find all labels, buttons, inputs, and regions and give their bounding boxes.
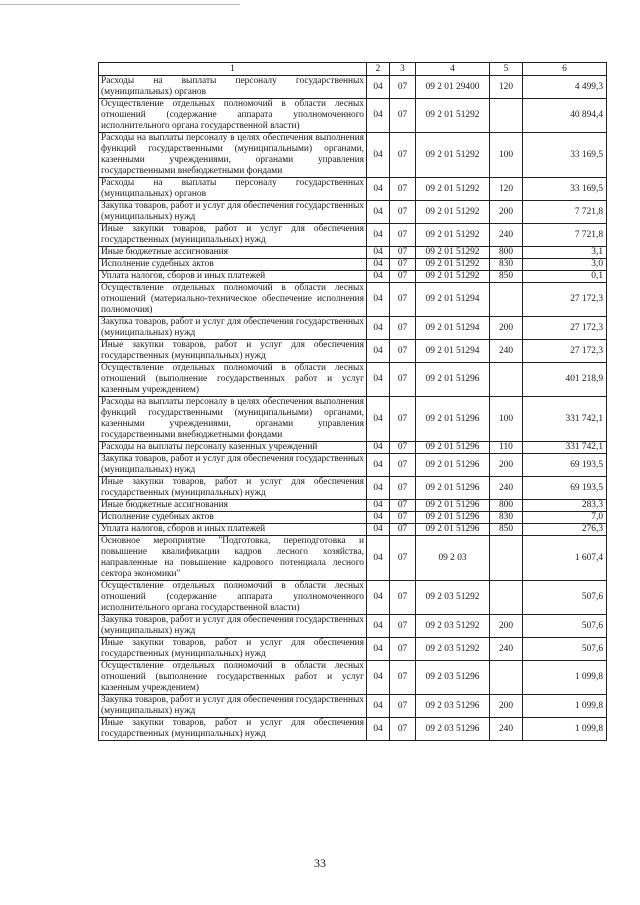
page-number: 33 [314, 856, 326, 870]
row-amount-cell: 40 894,4 [523, 99, 607, 133]
row-section-cell: 04 [367, 363, 390, 397]
row-expense-type-cell [490, 536, 523, 581]
table-row [99, 536, 607, 581]
row-subsection-cell: 07 [390, 247, 416, 259]
budget-allocation-table [98, 62, 607, 741]
row-amount-cell: 33 169,5 [523, 178, 607, 201]
page-top-edge-line [0, 0, 240, 5]
row-subsection-cell: 07 [390, 201, 416, 224]
row-target-article-cell: 09 2 01 51292 [416, 224, 490, 247]
row-target-article-cell: 09 2 01 51294 [416, 340, 490, 363]
table-row [99, 615, 607, 638]
row-subsection-cell: 07 [390, 512, 416, 524]
row-name-cell: Закупка товаров, работ и услуг для обеспечения государственных (муниципальных) нужд [99, 317, 367, 340]
row-name-cell: Закупка товаров, работ и услуг для обеспечения государственных (муниципальных) нужд [99, 615, 367, 638]
row-amount-cell: 401 218,9 [523, 363, 607, 397]
row-section-cell: 04 [367, 661, 390, 695]
row-amount-cell: 283,3 [523, 500, 607, 512]
row-name-cell: Уплата налогов, сборов и иных платежей [99, 524, 367, 536]
row-expense-type-cell: 200 [490, 695, 523, 718]
row-expense-type-cell [490, 661, 523, 695]
row-name-cell: Основное мероприятие "Подготовка, переподготовка и повышение квалификации кадров лесного хозяйства, направленные на повышение кадрового потенциала лесного сектора экономики" [99, 536, 367, 581]
row-target-article-cell: 09 2 01 51296 [416, 442, 490, 454]
row-target-article-cell: 09 2 03 51296 [416, 661, 490, 695]
row-target-article-cell: 09 2 01 51292 [416, 133, 490, 178]
table-row [99, 638, 607, 661]
row-expense-type-cell: 240 [490, 340, 523, 363]
row-section-cell: 04 [367, 695, 390, 718]
row-amount-cell: 1 607,4 [523, 536, 607, 581]
row-amount-cell: 507,6 [523, 581, 607, 615]
row-name-cell: Закупка товаров, работ и услуг для обеспечения государственных (муниципальных) нужд [99, 695, 367, 718]
row-subsection-cell: 07 [390, 283, 416, 317]
row-name-cell: Осуществление отдельных полномочий в области лесных отношений (выполнение государственных работ и услуг казенным учреждением) [99, 661, 367, 695]
table-row [99, 224, 607, 247]
row-expense-type-cell: 800 [490, 500, 523, 512]
row-subsection-cell: 07 [390, 638, 416, 661]
row-amount-cell: 27 172,3 [523, 340, 607, 363]
row-section-cell: 04 [367, 178, 390, 201]
header-cell-subsection: 3 [390, 63, 416, 76]
row-name-cell: Исполнение судебных актов [99, 512, 367, 524]
table-body [99, 76, 607, 741]
table-row [99, 76, 607, 99]
row-expense-type-cell: 200 [490, 201, 523, 224]
row-section-cell: 04 [367, 477, 390, 500]
header-cell-name: 1 [99, 63, 367, 76]
row-subsection-cell: 07 [390, 695, 416, 718]
header-cell-target-article: 4 [416, 63, 490, 76]
table-row [99, 442, 607, 454]
row-target-article-cell: 09 2 01 51292 [416, 201, 490, 224]
row-name-cell: Иные закупки товаров, работ и услуг для обеспечения государственных (муниципальных) нужд [99, 477, 367, 500]
row-amount-cell: 276,3 [523, 524, 607, 536]
row-section-cell: 04 [367, 524, 390, 536]
row-expense-type-cell: 200 [490, 615, 523, 638]
row-subsection-cell: 07 [390, 661, 416, 695]
row-amount-cell: 331 742,1 [523, 442, 607, 454]
row-section-cell: 04 [367, 271, 390, 283]
row-target-article-cell: 09 2 01 51296 [416, 524, 490, 536]
row-expense-type-cell: 800 [490, 247, 523, 259]
row-name-cell: Уплата налогов, сборов и иных платежей [99, 271, 367, 283]
row-amount-cell: 4 499,3 [523, 76, 607, 99]
row-target-article-cell: 09 2 01 51292 [416, 99, 490, 133]
row-section-cell: 04 [367, 718, 390, 741]
table-row [99, 271, 607, 283]
row-section-cell: 04 [367, 76, 390, 99]
row-name-cell: Расходы на выплаты персоналу в целях обеспечения выполнения функций государственными (муниципальными) органами, казенными учреждениями, органами управления государственными внебюджетными фондами [99, 397, 367, 442]
row-expense-type-cell [490, 283, 523, 317]
row-expense-type-cell: 110 [490, 442, 523, 454]
table-row [99, 524, 607, 536]
table-row [99, 133, 607, 178]
row-section-cell: 04 [367, 340, 390, 363]
row-amount-cell: 1 099,8 [523, 718, 607, 741]
row-subsection-cell: 07 [390, 500, 416, 512]
row-name-cell: Расходы на выплаты персоналу казенных учреждений [99, 442, 367, 454]
header-row [99, 63, 607, 76]
table-row [99, 718, 607, 741]
table-row [99, 340, 607, 363]
row-amount-cell: 7,0 [523, 512, 607, 524]
row-section-cell: 04 [367, 317, 390, 340]
row-name-cell: Исполнение судебных актов [99, 259, 367, 271]
table-row [99, 363, 607, 397]
row-amount-cell: 27 172,3 [523, 283, 607, 317]
row-subsection-cell: 07 [390, 224, 416, 247]
row-subsection-cell: 07 [390, 397, 416, 442]
row-name-cell: Иные закупки товаров, работ и услуг для обеспечения государственных (муниципальных) нужд [99, 340, 367, 363]
row-target-article-cell: 09 2 01 51296 [416, 500, 490, 512]
row-subsection-cell: 07 [390, 581, 416, 615]
row-expense-type-cell: 100 [490, 133, 523, 178]
table-row [99, 695, 607, 718]
row-subsection-cell: 07 [390, 133, 416, 178]
row-target-article-cell: 09 2 03 [416, 536, 490, 581]
table-row [99, 477, 607, 500]
row-target-article-cell: 09 2 01 51296 [416, 363, 490, 397]
row-name-cell: Расходы на выплаты персоналу государственных (муниципальных) органов [99, 76, 367, 99]
row-amount-cell: 7 721,8 [523, 224, 607, 247]
row-subsection-cell: 07 [390, 259, 416, 271]
row-expense-type-cell: 240 [490, 224, 523, 247]
row-name-cell: Расходы на выплаты персоналу государственных (муниципальных) органов [99, 178, 367, 201]
table-row [99, 99, 607, 133]
row-section-cell: 04 [367, 454, 390, 477]
row-name-cell: Осуществление отдельных полномочий в области лесных отношений (содержание аппарата уполномоченного исполнительного органа государственной власти) [99, 581, 367, 615]
row-expense-type-cell: 240 [490, 718, 523, 741]
row-amount-cell: 0,1 [523, 271, 607, 283]
row-subsection-cell: 07 [390, 178, 416, 201]
table-row [99, 581, 607, 615]
row-expense-type-cell: 100 [490, 397, 523, 442]
table-row [99, 454, 607, 477]
row-expense-type-cell: 850 [490, 271, 523, 283]
row-amount-cell: 69 193,5 [523, 454, 607, 477]
header-cell-expense-type: 5 [490, 63, 523, 76]
row-section-cell: 04 [367, 442, 390, 454]
row-subsection-cell: 07 [390, 524, 416, 536]
row-target-article-cell: 09 2 01 51296 [416, 454, 490, 477]
row-name-cell: Иные закупки товаров, работ и услуг для обеспечения государственных (муниципальных) нужд [99, 224, 367, 247]
row-expense-type-cell: 830 [490, 259, 523, 271]
row-target-article-cell: 09 2 01 51292 [416, 259, 490, 271]
row-amount-cell: 1 099,8 [523, 695, 607, 718]
row-subsection-cell: 07 [390, 271, 416, 283]
row-subsection-cell: 07 [390, 363, 416, 397]
row-target-article-cell: 09 2 01 51292 [416, 271, 490, 283]
row-amount-cell: 507,6 [523, 638, 607, 661]
table-row [99, 283, 607, 317]
row-amount-cell: 507,6 [523, 615, 607, 638]
row-section-cell: 04 [367, 536, 390, 581]
table-row [99, 397, 607, 442]
row-section-cell: 04 [367, 224, 390, 247]
row-subsection-cell: 07 [390, 477, 416, 500]
row-name-cell: Закупка товаров, работ и услуг для обеспечения государственных (муниципальных) нужд [99, 454, 367, 477]
row-subsection-cell: 07 [390, 99, 416, 133]
row-expense-type-cell: 120 [490, 178, 523, 201]
row-amount-cell: 27 172,3 [523, 317, 607, 340]
row-name-cell: Иные закупки товаров, работ и услуг для обеспечения государственных (муниципальных) нужд [99, 638, 367, 661]
row-target-article-cell: 09 2 03 51292 [416, 638, 490, 661]
row-name-cell: Иные бюджетные ассигнования [99, 247, 367, 259]
row-target-article-cell: 09 2 03 51292 [416, 581, 490, 615]
row-expense-type-cell: 120 [490, 76, 523, 99]
row-amount-cell: 7 721,8 [523, 201, 607, 224]
row-section-cell: 04 [367, 283, 390, 317]
row-target-article-cell: 09 2 01 51292 [416, 247, 490, 259]
row-target-article-cell: 09 2 01 51292 [416, 178, 490, 201]
row-subsection-cell: 07 [390, 454, 416, 477]
row-expense-type-cell: 830 [490, 512, 523, 524]
row-section-cell: 04 [367, 133, 390, 178]
row-subsection-cell: 07 [390, 76, 416, 99]
row-section-cell: 04 [367, 512, 390, 524]
row-subsection-cell: 07 [390, 340, 416, 363]
row-expense-type-cell: 240 [490, 638, 523, 661]
row-amount-cell: 69 193,5 [523, 477, 607, 500]
row-section-cell: 04 [367, 638, 390, 661]
row-expense-type-cell: 240 [490, 477, 523, 500]
row-name-cell: Осуществление отдельных полномочий в области лесных отношений (выполнение государственных работ и услуг казенным учреждением) [99, 363, 367, 397]
row-name-cell: Осуществление отдельных полномочий в области лесных отношений (содержание аппарата уполномоченного исполнительного органа государственной власти) [99, 99, 367, 133]
header-cell-amount: 6 [523, 63, 607, 76]
row-section-cell: 04 [367, 99, 390, 133]
row-section-cell: 04 [367, 201, 390, 224]
row-expense-type-cell: 850 [490, 524, 523, 536]
row-amount-cell: 3,0 [523, 259, 607, 271]
table-row [99, 259, 607, 271]
row-section-cell: 04 [367, 500, 390, 512]
row-target-article-cell: 09 2 01 51296 [416, 397, 490, 442]
row-subsection-cell: 07 [390, 442, 416, 454]
row-name-cell: Иные бюджетные ассигнования [99, 500, 367, 512]
row-expense-type-cell [490, 363, 523, 397]
row-amount-cell: 331 742,1 [523, 397, 607, 442]
row-expense-type-cell [490, 581, 523, 615]
row-name-cell: Иные закупки товаров, работ и услуг для обеспечения государственных (муниципальных) нужд [99, 718, 367, 741]
table-row [99, 201, 607, 224]
header-cell-section: 2 [367, 63, 390, 76]
row-target-article-cell: 09 2 01 51296 [416, 512, 490, 524]
table-row [99, 500, 607, 512]
row-target-article-cell: 09 2 01 51296 [416, 477, 490, 500]
table-header [99, 63, 607, 76]
row-expense-type-cell: 200 [490, 454, 523, 477]
row-name-cell: Расходы на выплаты персоналу в целях обеспечения выполнения функций государственными (муниципальными) органами, казенными учреждениями, органами управления государственными внебюджетными фондами [99, 133, 367, 178]
row-subsection-cell: 07 [390, 615, 416, 638]
row-amount-cell: 3,1 [523, 247, 607, 259]
row-section-cell: 04 [367, 615, 390, 638]
row-section-cell: 04 [367, 247, 390, 259]
row-expense-type-cell [490, 99, 523, 133]
row-section-cell: 04 [367, 397, 390, 442]
row-target-article-cell: 09 2 01 51294 [416, 283, 490, 317]
row-target-article-cell: 09 2 03 51296 [416, 695, 490, 718]
table-row [99, 661, 607, 695]
row-section-cell: 04 [367, 259, 390, 271]
row-target-article-cell: 09 2 03 51292 [416, 615, 490, 638]
row-amount-cell: 1 099,8 [523, 661, 607, 695]
row-name-cell: Осуществление отдельных полномочий в области лесных отношений (материально-техническое обеспечение исполнения полномочия) [99, 283, 367, 317]
table-row [99, 178, 607, 201]
row-target-article-cell: 09 2 01 51294 [416, 317, 490, 340]
row-subsection-cell: 07 [390, 317, 416, 340]
row-amount-cell: 33 169,5 [523, 133, 607, 178]
table-row [99, 317, 607, 340]
row-target-article-cell: 09 2 03 51296 [416, 718, 490, 741]
row-expense-type-cell: 200 [490, 317, 523, 340]
table-row [99, 247, 607, 259]
row-target-article-cell: 09 2 01 29400 [416, 76, 490, 99]
row-name-cell: Закупка товаров, работ и услуг для обеспечения государственных (муниципальных) нужд [99, 201, 367, 224]
table-row [99, 512, 607, 524]
row-subsection-cell: 07 [390, 536, 416, 581]
row-section-cell: 04 [367, 581, 390, 615]
row-subsection-cell: 07 [390, 718, 416, 741]
